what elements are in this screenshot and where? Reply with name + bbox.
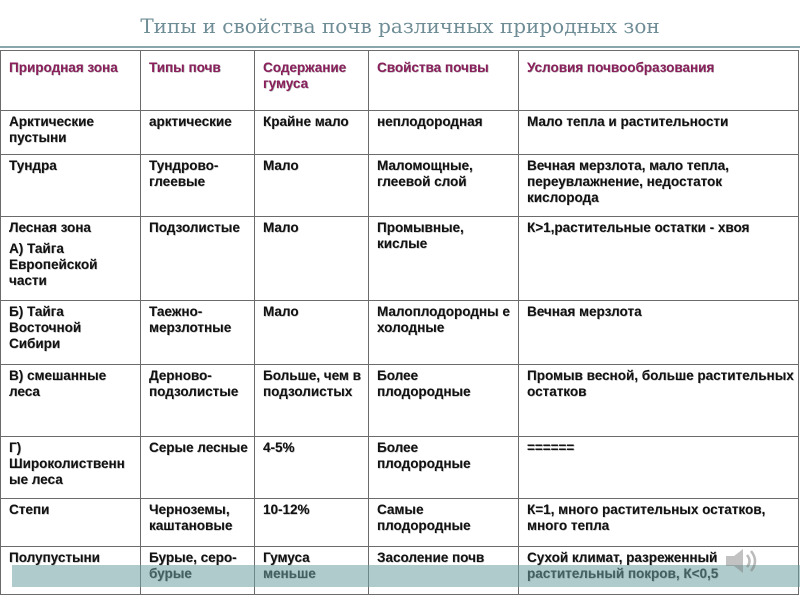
cell-humus: Мало [255, 217, 369, 301]
cell-conditions: Вечная мерзлота [519, 301, 799, 365]
cell-humus: 10-12% [255, 499, 369, 547]
zone-subgroup-label: А) Тайга Европейской части [9, 241, 98, 288]
cell-properties: Самые плодородные [369, 499, 519, 547]
cell-soil: Бурые, серо- [141, 547, 255, 595]
cell-humus: Мало [255, 155, 369, 217]
cell-zone: Степи [1, 499, 141, 547]
page-title: Типы и свойства почв различных природных зон [140, 14, 660, 38]
cell-zone: В) смешанные леса [1, 365, 141, 437]
cell-properties: Промывные, кислые [369, 217, 519, 301]
zone-group-label: Лесная зона [9, 220, 91, 235]
cell-zone: Тундра [1, 155, 141, 217]
cell-humus: Мало [255, 301, 369, 365]
cell-soil: Таежно-мерзлотные [141, 301, 255, 365]
table-row [1, 437, 799, 499]
table-row [1, 155, 799, 217]
soil-zones-table [0, 50, 799, 595]
cell-properties: Малоплодородны е холодные [369, 301, 519, 365]
title-divider [0, 46, 800, 48]
table-row [1, 301, 799, 365]
header-conditions: Условия почвообразования [519, 51, 799, 111]
cell-properties: Более плодородные [369, 437, 519, 499]
cell-soil: Дерново-подзолистые [141, 365, 255, 437]
cell-zone: Г) Широколиственн ые леса [1, 437, 141, 499]
decorative-bottom-band [12, 565, 800, 587]
cell-conditions: Мало тепла и растительности [519, 111, 799, 155]
cell-conditions: Сухой климат, разреженный [519, 547, 799, 595]
header-zone: Природная зона [1, 51, 141, 111]
speaker-icon[interactable] [722, 545, 762, 577]
cell-humus: Крайне мало [255, 111, 369, 155]
cell-humus: Гумуса [255, 547, 369, 595]
table-row [1, 365, 799, 437]
cell-conditions: Вечная мерзлота, мало тепла, переувлажнение, недостаток кислорода [519, 155, 799, 217]
cell-soil: арктические [141, 111, 255, 155]
header-soil-type: Типы почв [141, 51, 255, 111]
cell-soil: Серые лесные [141, 437, 255, 499]
table-row [1, 217, 799, 301]
table-header-row [1, 51, 799, 111]
table-row [1, 111, 799, 155]
cell-conditions: ====== [519, 437, 799, 499]
cell-zone: Арктические пустыни [1, 111, 141, 155]
cell-conditions: К>1,растительные остатки - хвоя [519, 217, 799, 301]
cell-zone [1, 217, 141, 301]
cell-conditions: Промыв весной, больше растительных остатков [519, 365, 799, 437]
cell-conditions: К=1, много растительных остатков, много тепла [519, 499, 799, 547]
cell-zone: Полупустыни [1, 547, 141, 595]
cell-soil: Черноземы, каштановые [141, 499, 255, 547]
cell-properties: Засоление почв [369, 547, 519, 595]
header-humus: Содержание гумуса [255, 51, 369, 111]
cell-zone: Б) Тайга Восточной Сибири [1, 301, 141, 365]
header-properties: Свойства почвы [369, 51, 519, 111]
table-row [1, 499, 799, 547]
cell-properties: Маломощные, глеевой слой [369, 155, 519, 217]
cell-soil: Подзолистые [141, 217, 255, 301]
cell-humus: 4-5% [255, 437, 369, 499]
cell-properties: неплодородная [369, 111, 519, 155]
cell-properties: Более плодородные [369, 365, 519, 437]
cell-humus: Больше, чем в подзолистых [255, 365, 369, 437]
title-bar [0, 0, 800, 48]
cell-soil: Тундрово-глеевые [141, 155, 255, 217]
